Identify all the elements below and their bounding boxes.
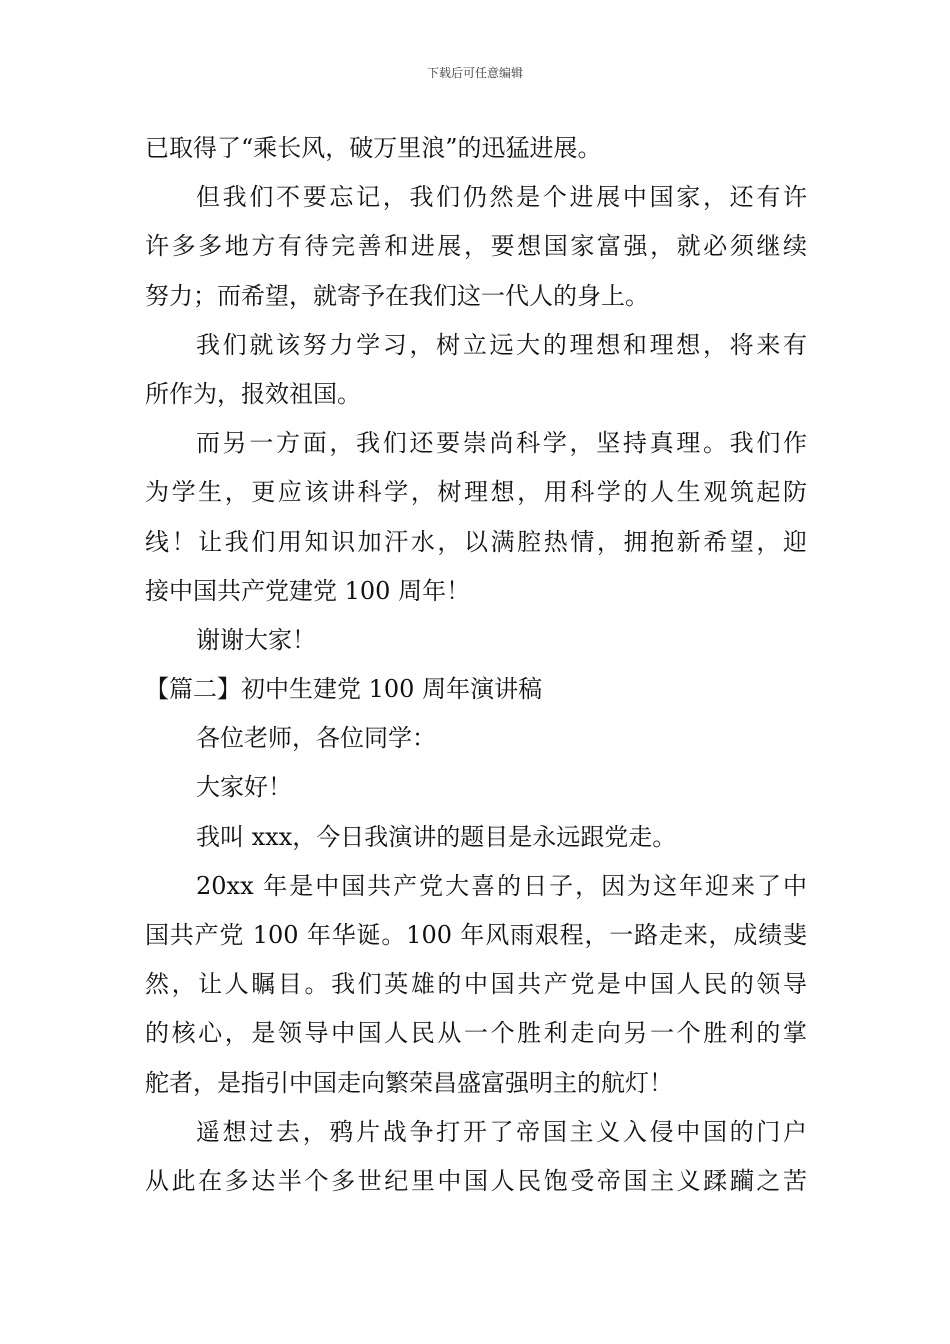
text-line: 【篇二】初中生建党 100 周年演讲稿 [145,675,543,704]
text-line: 已取得了“乘长风，破万里浪”的迅猛进展。 [145,134,602,162]
text-line: 我叫 xxx，今日我演讲的题目是永远跟党走。 [196,822,677,851]
text-line: 从此在多达半个多世纪里中国人民饱受帝国主义蹂躏之苦 [145,1166,807,1195]
text-line: 谢谢大家！ [196,625,316,654]
text-line: 线！让我们用知识加汗水，以满腔热情，拥抱新希望，迎 [145,527,807,556]
text-line: 而另一方面，我们还要崇尚科学，坚持真理。我们作 [196,429,807,458]
document-body [145,124,807,1206]
text-line: 20xx 年是中国共产党大喜的日子，因为这年迎来了中 [196,871,807,900]
text-line: 舵者，是指引中国走向繁荣昌盛富强明主的航灯！ [145,1068,673,1097]
page-header-note: 下载后可任意编辑 [426,66,523,80]
text-line: 国共产党 100 年华诞。100 年风雨艰程，一路走来，成绩斐 [145,921,807,949]
text-line: 的核心，是领导中国人民从一个胜利走向另一个胜利的掌 [145,1019,807,1048]
text-line: 但我们不要忘记，我们仍然是个进展中国家，还有许 [196,183,807,212]
text-line: 大家好！ [196,773,292,802]
text-line: 各位老师，各位同学： [196,724,436,753]
text-line: 接中国共产党建党 100 周年！ [145,576,471,605]
text-line: 努力；而希望，就寄予在我们这一代人的身上。 [145,281,649,310]
text-line: 所作为，报效祖国。 [145,379,361,408]
text-line: 然，让人瞩目。我们英雄的中国共产党是中国人民的领导 [145,970,807,999]
text-line: 我们就该努力学习，树立远大的理想和理想，将来有 [196,330,807,359]
text-line: 遥想过去，鸦片战争打开了帝国主义入侵中国的门户 [196,1117,807,1146]
text-line: 许多多地方有待完善和进展，要想国家富强，就必须继续 [145,232,807,261]
text-line: 为学生，更应该讲科学，树理想，用科学的人生观筑起防 [145,478,807,507]
